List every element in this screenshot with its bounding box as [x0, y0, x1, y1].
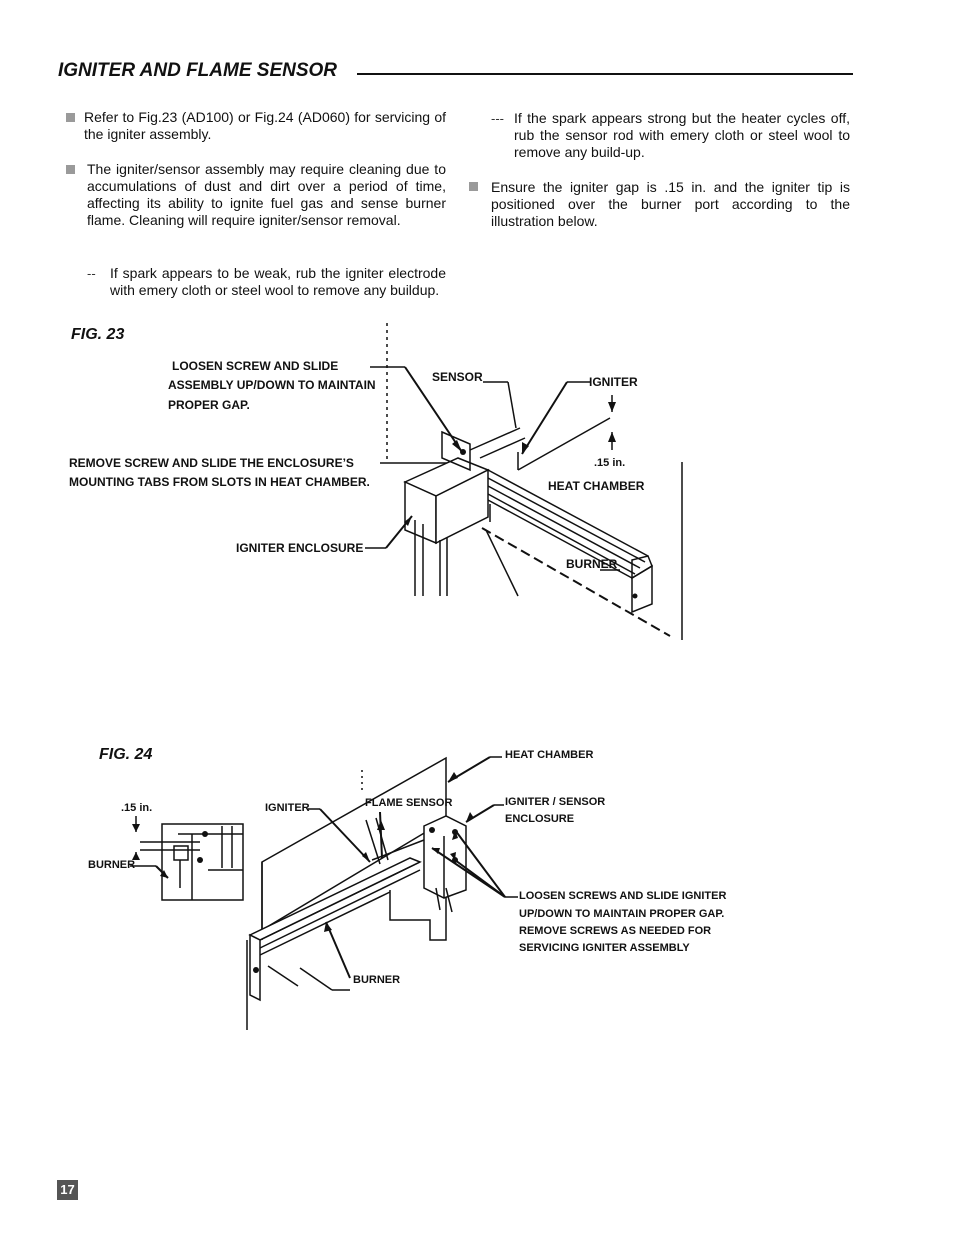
fig24-inset-burner-label: BURNER	[88, 859, 136, 871]
fig23-sensor-label: SENSOR	[432, 370, 483, 384]
arrowhead	[448, 772, 458, 782]
para-strong-spark: If the spark appears strong but the heater cycles off, rub the sensor rod with emery cloth or steel wool to remove any build-up.	[514, 110, 850, 160]
fig24-heat-chamber-label: HEAT CHAMBER	[505, 749, 594, 761]
fig23-loosen-label-2: ASSEMBLY UP/DOWN TO MAINTAIN	[168, 378, 376, 392]
dash-marker: --	[87, 266, 96, 281]
arrowhead	[132, 824, 140, 832]
fig24-screw	[197, 857, 203, 863]
page-title: IGNITER AND FLAME SENSOR	[58, 60, 338, 81]
fig24-screw	[202, 831, 208, 837]
fig24-loosen-label-4: SERVICING IGNITER ASSEMBLY	[519, 942, 690, 954]
fig24-flame-sensor-label: FLAME SENSOR	[365, 797, 453, 809]
para-igniter-gap: Ensure the igniter gap is .15 in. and the igniter tip is positioned over the burner port according to the illustration below.	[491, 179, 850, 229]
fig23-heat-chamber-label: HEAT CHAMBER	[548, 479, 645, 493]
page-number: 17	[57, 1180, 78, 1200]
fig24-screw	[452, 829, 458, 835]
fig24-screw	[253, 967, 259, 973]
para-service-refer: Refer to Fig.23 (AD100) or Fig.24 (AD060) for servicing of the igniter assembly.	[84, 109, 446, 142]
fig24-loosen-label-1: LOOSEN SCREWS AND SLIDE IGNITER	[519, 890, 727, 902]
fig24-enclosure-label-1: IGNITER / SENSOR	[505, 796, 606, 808]
fig23-remove-label-1: REMOVE SCREW AND SLIDE THE ENCLOSURE’S	[69, 456, 354, 470]
fig23-remove-label-2: MOUNTING TABS FROM SLOTS IN HEAT CHAMBER.	[69, 475, 370, 489]
fig24-igniter-label: IGNITER	[265, 802, 310, 814]
fig23-loosen-label-1: LOOSEN SCREW AND SLIDE	[172, 359, 339, 373]
fig24-enclosure-label-2: ENCLOSURE	[505, 813, 575, 825]
fig24-gap-label: .15 in.	[121, 802, 153, 814]
fig23-label: FIG. 23	[71, 326, 125, 343]
fig23-burner-label: BURNER	[566, 557, 618, 571]
fig24-small-line	[300, 968, 332, 990]
para-cleaning: The igniter/sensor assembly may require cleaning due to accumulations of dust and dirt over a period of time, affecting its ability to ignite fuel gas and sense burner flame. Cleaning will require igniter/sensor removal.	[87, 161, 446, 228]
fig23-igniter-label: IGNITER	[589, 375, 638, 389]
fig24-small-line	[268, 966, 298, 986]
fig23-loosen-label-3: PROPER GAP.	[168, 398, 250, 412]
fig23-gap-label: .15 in.	[594, 457, 626, 469]
fig24-label: FIG. 24	[99, 746, 153, 763]
fig24-screw	[452, 857, 458, 863]
dash-marker: ---	[491, 111, 504, 126]
fig24-burner-label: BURNER	[353, 974, 401, 986]
para-weak-spark: If spark appears to be weak, rub the igniter electrode with emery cloth or steel wool to remove any buildup.	[110, 265, 446, 298]
fig24-screw	[429, 827, 435, 833]
fig23-igniter-enclosure-label: IGNITER ENCLOSURE	[236, 541, 364, 555]
fig24-loosen-label-2: UP/DOWN TO MAINTAIN PROPER GAP.	[519, 908, 725, 920]
fig24-loosen-label-3: REMOVE SCREWS AS NEEDED FOR	[519, 925, 712, 937]
